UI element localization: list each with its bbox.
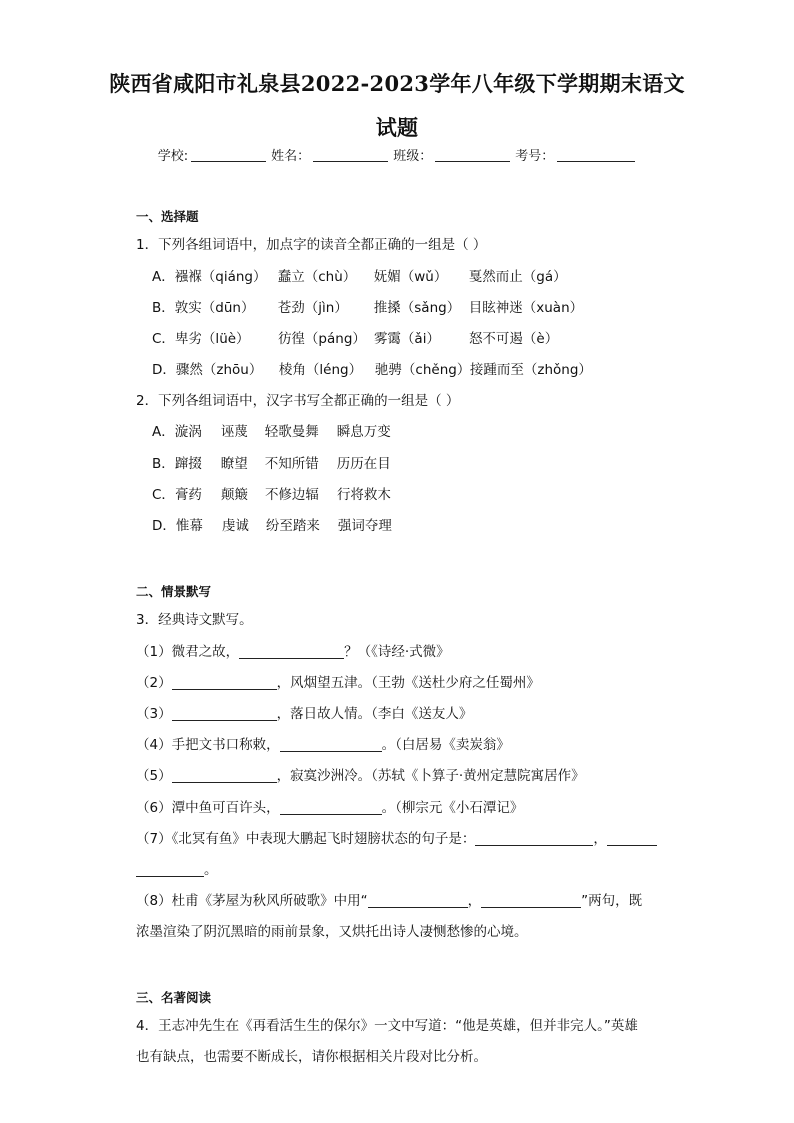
school-blank[interactable]: [191, 149, 266, 162]
question-4-line2: 也有缺点，也需要不断成长，请你根据相关片段对比分析。: [136, 1049, 487, 1065]
q3-blank-7a[interactable]: [475, 832, 593, 846]
school-label: 学校:: [157, 149, 189, 164]
class-blank[interactable]: [435, 149, 510, 162]
q1-option-a[interactable]: A．襁褓（qiáng） 蠢立（chù） 妩媚（wǔ） 戛然而止（gá）: [152, 269, 567, 285]
q3-item-8: （8）杜甫《茅屋为秋风所破歌》中用“ ， ”两句，既: [136, 893, 643, 909]
section-heading-recitation: 二、情景默写: [136, 584, 212, 599]
q3-blank-5[interactable]: [172, 769, 277, 783]
q3-item-7: （7）《北冥有鱼》中表现大鹏起飞时翅膀状态的句子是： ，: [136, 827, 657, 847]
q3-blank-1[interactable]: [239, 645, 344, 659]
q2-option-a[interactable]: A．漩涡 诬蔑 轻歌曼舞 瞬息万变: [152, 424, 391, 440]
q3-item-8-cont: 浓墨渲染了阴沉黑暗的雨前景象，又烘托出诗人凄恻愁惨的心境。: [136, 924, 528, 940]
q3-item-4: （4）手把文书口称敕， 。（白居易《卖炭翁》: [136, 737, 510, 753]
question-3-stem: 3．经典诗文默写。: [136, 612, 253, 628]
doc-title-line2: 试题: [375, 115, 419, 140]
doc-title-line1: 陕西省咸阳市礼泉县2022-2023学年八年级下学期期末语文: [109, 71, 685, 96]
section-heading-choice: 一、选择题: [136, 209, 199, 224]
student-info-row: [0, 145, 794, 164]
name-label: 姓名：: [271, 149, 311, 164]
section-heading-classics: 三、名著阅读: [136, 990, 212, 1005]
q3-item-1: （1）微君之故， ？（《诗经·式微》: [136, 644, 450, 660]
q3-blank-3[interactable]: [172, 707, 277, 721]
q3-item-5: （5） ，寂寞沙洲冷。（苏轼《卜算子·黄州定慧院寓居作》: [136, 768, 585, 784]
q3-blank-6[interactable]: [280, 801, 382, 815]
q3-item-3: （3） ，落日故人情。（李白《送友人》: [136, 706, 473, 722]
q3-blank-8a[interactable]: [368, 894, 468, 908]
exam-no-blank[interactable]: [557, 149, 635, 162]
q3-blank-7c[interactable]: [136, 863, 204, 877]
q2-option-b[interactable]: B．蹿掇 瞭望 不知所错 历历在目: [152, 456, 391, 472]
name-blank[interactable]: [313, 149, 388, 162]
question-1-stem: 1．下列各组词语中，加点字的读音全都正确的一组是（ ）: [136, 237, 487, 253]
q3-blank-7b[interactable]: [607, 832, 657, 846]
q1-option-d[interactable]: D．骤然（zhōu） 棱角（léng） 驰骋（chěng）接踵而至（zhǒng）: [152, 362, 592, 378]
q1-option-c[interactable]: C．卑劣（lüè） 彷徨（páng） 雾霭（ǎi） 怒不可遏（è）: [152, 331, 559, 347]
q3-blank-2[interactable]: [172, 676, 277, 690]
question-4-line1: 4．王志冲先生在《再看活生生的保尔》一文中写道：“他是英雄，但并非完人。”英雄: [136, 1018, 638, 1034]
q3-item-6: （6）潭中鱼可百许头， 。（柳宗元《小石潭记》: [136, 800, 524, 816]
q1-option-b[interactable]: B．敦实（dūn） 苍劲（jìn） 推搡（sǎng） 目眩神迷（xuàn）: [152, 300, 584, 316]
q3-blank-8b[interactable]: [481, 894, 581, 908]
q2-option-c[interactable]: C．膏药 颠簸 不修边辐 行将救木: [152, 487, 391, 503]
class-label: 班级：: [393, 149, 433, 164]
exam-no-label: 考号：: [515, 149, 555, 164]
q2-option-d[interactable]: D．惟幕 虔诚 纷至踏来 强词夺理: [152, 518, 392, 534]
q3-item-7-cont: 。: [136, 858, 218, 878]
question-2-stem: 2．下列各组词语中，汉字书写全都正确的一组是（ ）: [136, 393, 460, 409]
q3-blank-4[interactable]: [280, 738, 382, 752]
q3-item-2: （2） ，风烟望五津。（王勃《送杜少府之任蜀州》: [136, 675, 540, 691]
